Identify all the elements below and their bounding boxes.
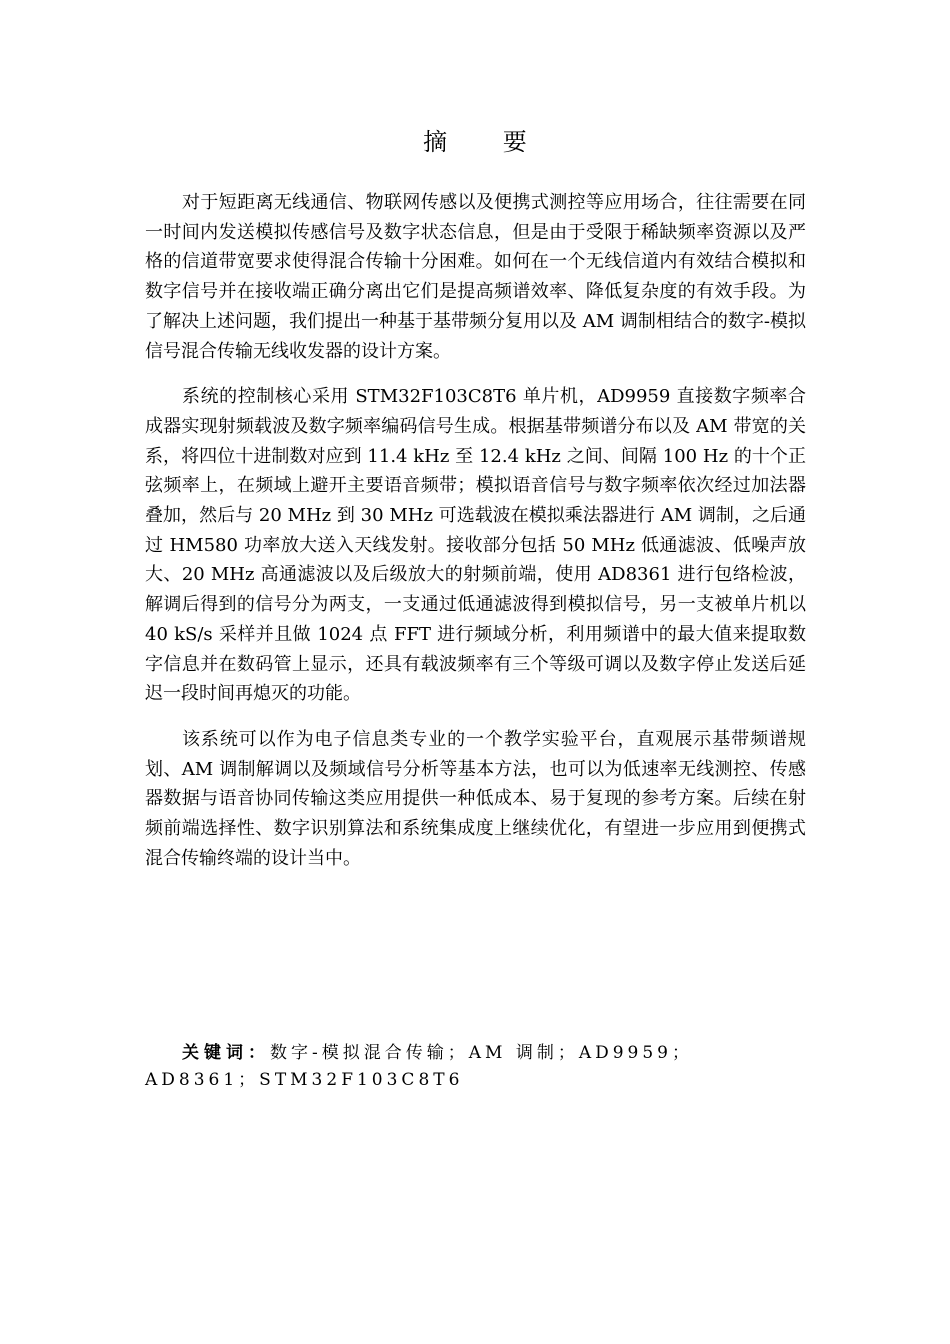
keywords-block bbox=[145, 1040, 806, 1094]
abstract-paragraph-3: 该系统可以作为电子信息类专业的一个教学实验平台，直观展示基带频谱规划、AM 调制解调以及频域信号分析等基本方法，也可以为低速率无线测控、传感器数据与语音协同传输这类应用提供一种低成本、易于复现的参考方案。后续在射频前端选择性、数字识别算法和系统集成度上继续优化，有望进一步应用到便携式混合传输终端的设计当中。 bbox=[145, 728, 806, 869]
abstract-paragraph-2: 系统的控制核心采用 STM32F103C8T6 单片机，AD9959 直接数字频率合成器实现射频载波及数字频率编码信号生成。根据基带频谱分布以及 AM 带宽的关系，将四位十进制数对应到 11.4 kHz 至 12.4 kHz 之间、间隔 100 Hz 的十个正弦频率上，在频域上避开主要语音频带；模拟语音信号与数字频率依次经过加法器叠加，然后与 20 MHz 到 30 MHz 可选载波在模拟乘法器进行 AM 调制，之后通过 HM580 功率放大送入天线发射。接收部分包括 50 MHz 低通滤波、低噪声放大、20 MHz 高通滤波以及后级放大的射频前端，使用 AD8361 进行包络检波，解调后得到的信号分为两支，一支通过低通滤波得到模拟信号，另一支被单片机以 40 kS/s 采样并且做 1024 点 FFT 进行频域分析，利用频谱中的最大值来提取数字信息并在数码管上显示，还具有载波频率有三个等级可调以及数字停止发送后延迟一段时间再熄灭的功能。 bbox=[145, 386, 806, 705]
abstract-paragraph-1: 对于短距离无线通信、物联网传感以及便携式测控等应用场合，往往需要在同一时间内发送模拟传感信号及数字状态信息，但是由于受限于稀缺频率资源以及严格的信道带宽要求使得混合传输十分困难。如何在一个无线信道内有效结合模拟和数字信号并在接收端正确分离出它们是提高频谱效率、降低复杂度的有效手段。为了解决上述问题，我们提出一种基于基带频分复用以及 AM 调制相结合的数字-模拟信号混合传输无线收发器的设计方案。 bbox=[145, 192, 806, 362]
keywords-label: 关键词： bbox=[182, 1043, 270, 1063]
abstract-title: 摘 要 bbox=[423, 128, 551, 156]
keywords-text: 数字-模拟混合传输；AM 调制；AD9959；AD8361；STM32F103C8T6 bbox=[145, 1043, 694, 1090]
abstract-body bbox=[145, 188, 806, 889]
